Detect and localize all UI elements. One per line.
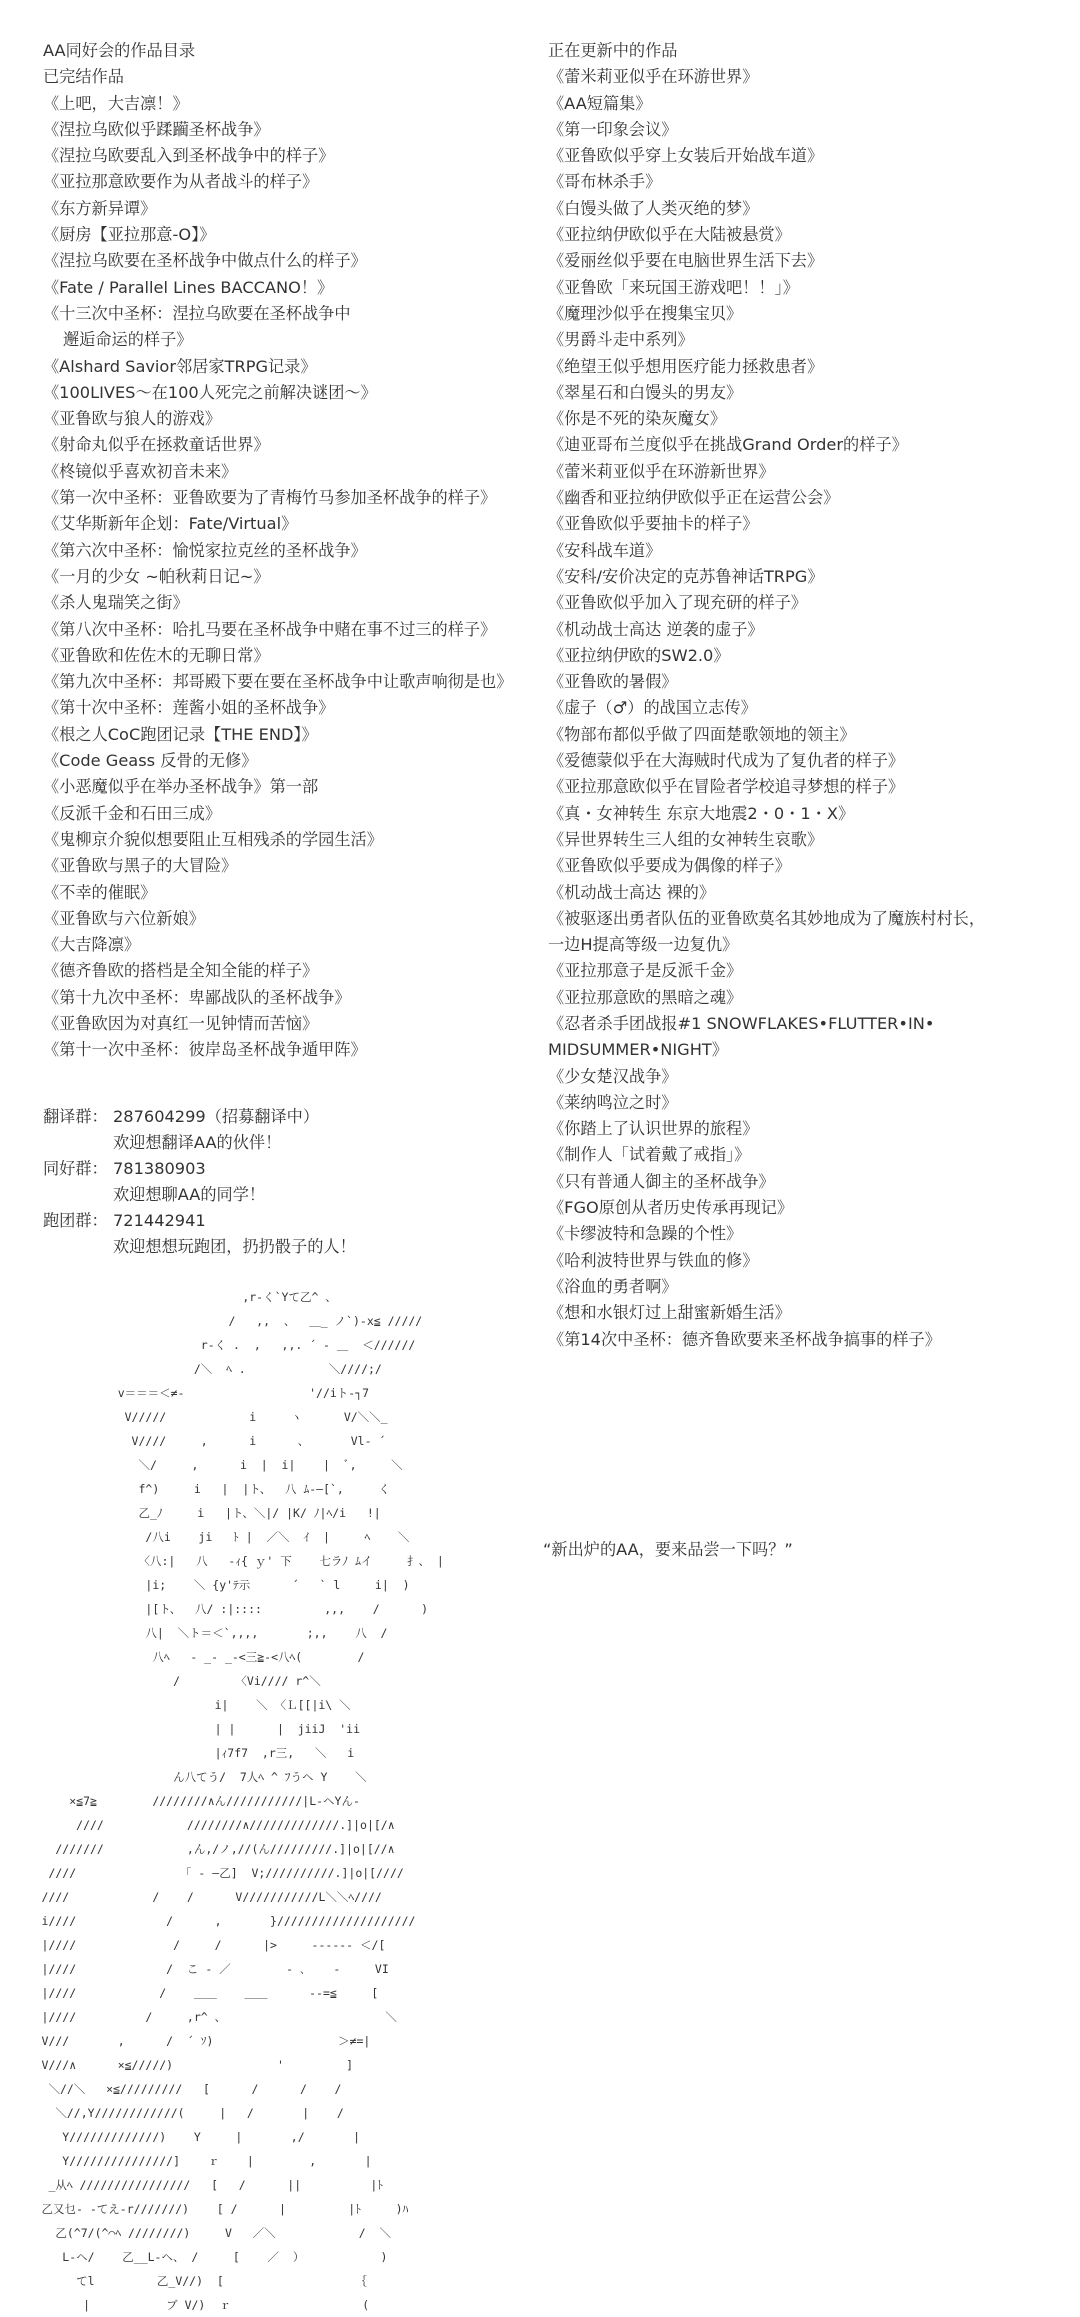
trpg-group-note: 欢迎想想玩跑团，扔扔骰子的人！ <box>113 1237 356 1256</box>
ongoing-item: 《亚鲁欧似乎要抽卡的样子》 <box>548 514 759 534</box>
ongoing-item: 《安科战车道》 <box>548 540 662 560</box>
ongoing-item: 《亚拉纳伊欧似乎在大陆被悬赏》 <box>548 225 791 245</box>
completed-item: 《艾华斯新年企划：Fate/Virtual》 <box>43 514 298 534</box>
ongoing-item: 《虚子（♂）的战国立志传》 <box>548 698 757 718</box>
ongoing-item: 《忍者杀手团战报#1 SNOWFLAKES•FLUTTER•IN• <box>548 1013 935 1033</box>
art-caption: “新出炉的AA，要来品尝一下吗？” <box>543 1540 793 1559</box>
ongoing-item: 《你是不死的染灰魔女》 <box>548 409 727 429</box>
completed-item: 《柊镜似乎喜欢初音未来》 <box>43 461 238 481</box>
ongoing-item: 《亚鲁欧似乎穿上女装后开始战车道》 <box>548 146 824 166</box>
ongoing-item: 《亚拉那意欧似乎在冒险者学校追寻梦想的样子》 <box>548 777 905 797</box>
completed-item: 《第八次中圣杯：哈扎马要在圣杯战争中赌在事不过三的样子》 <box>43 619 497 639</box>
completed-works-column <box>43 38 543 1064</box>
ascii-art-illustration: ,r‐く`Yて乙^ 、 / ,, 、 ＿_ ノ`)‐x≦ ///// r‐く . , ,,. ´ ‐ ＿ ＜////// /＼ ﾍ . ＼////;/ v＝＝＝＜≠- '//iト‐┐7 V///// i ヽ V/＼＼_ V//// , i 、 Vl‐ ´ ＼/ , i | i| | ﾞ, ＼ f^) i | |ト、 八 ﾑ-―[`, く 乙_ﾉ i |ト、＼|/ |K/ ﾉ|ﾍ/i !| /八i ji ﾄ | ／＼ ｲ | ﾍ ＼ 〈八:| 八 -ｨ{ ｙ' 下 七ラﾉ ﾑイ 扌、 | |i; ＼ {y'ﾃ示 ´ ` l i| ) |[ト、 八/ :|:::: ,,, / ) 八| ＼ト＝＜`,,,, ;,, 八 / 八ﾍ ‐ _‐ _‐<三≧‐<八ﾍ( / / 〈Vi//// r^＼ i| ＼ 〈Ｌ[[|i\ ＼ | | | jiiJ 'ii |ｨ7f7 ,r三, ＼ i ん八てう/ 7人ﾍ ^ ﾌうヘ Y ＼ ×≦7≧ ////////∧ん///////////|L‐ヘYん‐ //// ////////∧/////////////.]|o|[/∧ /////// ,ん,/ノ,//(ん/////////.]|o|[//∧ //// 「 ‐ ―乙] V;//////////.]|o|[//// //// / / V///////////L＼＼ﾍ//// i//// / , }//////////////////// |//// / / |> ‐‐‐‐‐‐ ＜/[ |//// / こ ‐ ／ ‐ ､ ‐ VI |//// / ＿＿ ＿＿ ‐‐=≦ [ |//// / ,r^ 、 ＼ V/// , / ´ ｿ) ＞≠=| V///∧ ×≦/////) ' ] ＼//＼ ×≦///////// [ / / / ＼//,Y////////////( | / | / Y/////////////) Y | ,/ | Y///////////////] ｒ | , | _从ﾍ //////////////// [ / || |ﾄ 乙又乜‐ ‐てえ‐r///////) [ / | |ﾄ )ﾊ 乙(^7/(^⌒ﾍ ////////) V ／＼ / ＼ L‐ヘ/ 乙__L‐へ、 / [ ／ ） ) てl 乙_V//) [ ｛ | ブ V/) ｒ ( <box>41 1290 444 2312</box>
completed-item: 《亚鲁欧因为对真红一见钟情而苦恼》 <box>43 1013 319 1033</box>
completed-item: 《第十一次中圣杯：彼岸岛圣杯战争遁甲阵》 <box>43 1040 367 1060</box>
completed-item: 《亚拉那意欧要作为从者战斗的样子》 <box>43 172 319 192</box>
ongoing-item: 《男爵斗走中系列》 <box>548 330 694 350</box>
completed-item: 《Fate / Parallel Lines BACCANO！》 <box>43 277 334 297</box>
ongoing-item: 《蕾米莉亚似乎在环游新世界》 <box>548 461 775 481</box>
completed-item: 《东方新异谭》 <box>43 198 157 218</box>
ongoing-item: 《真・女神转生 东京大地震2・0・1・X》 <box>548 803 855 823</box>
completed-item: 《Code Geass 反骨的无修》 <box>43 751 258 771</box>
translate-group-note: 欢迎想翻译AA的伙伴！ <box>113 1133 282 1152</box>
ongoing-item: 《亚鲁欧似乎加入了现充研的样子》 <box>548 593 807 613</box>
ongoing-item: 《白馒头做了人类灭绝的梦》 <box>548 198 759 218</box>
catalog-heading: AA同好会的作品目录 <box>43 41 196 60</box>
ongoing-item: 《想和水银灯过上甜蜜新婚生活》 <box>548 1303 791 1323</box>
completed-item: 《一月的少女 ~帕秋莉日记~》 <box>43 566 270 586</box>
completed-item: 《小恶魔似乎在举办圣杯战争》第一部 <box>43 777 319 797</box>
fan-group-note: 欢迎想聊AA的同学！ <box>113 1185 266 1204</box>
completed-item: 《亚鲁欧和佐佐木的无聊日常》 <box>43 645 270 665</box>
completed-item: 《德齐鲁欧的搭档是全知全能的样子》 <box>43 961 319 981</box>
translate-group-row <box>43 1104 523 1130</box>
ongoing-item: 《亚鲁欧似乎要成为偶像的样子》 <box>548 856 791 876</box>
ongoing-item: 《异世界转生三人组的女神转生哀歌》 <box>548 829 824 849</box>
ongoing-item: 《亚拉纳伊欧的SW2.0》 <box>548 645 730 665</box>
completed-item: 《100LIVES～在100人死完之前解决谜团～》 <box>43 382 377 402</box>
completed-item-continuation: 邂逅命运的样子》 <box>63 330 193 350</box>
ongoing-item: 《亚鲁欧「来玩国王游戏吧！！」》 <box>548 277 799 297</box>
ongoing-item: 《亚拉那意子是反派千金》 <box>548 961 743 981</box>
completed-heading: 已完结作品 <box>43 67 124 87</box>
trpg-group-number: 721442941 <box>113 1211 206 1230</box>
ongoing-item: 《翠星石和白馒头的男友》 <box>548 382 743 402</box>
ongoing-item: 《你踏上了认识世界的旅程》 <box>548 1119 759 1139</box>
ongoing-item: 《机动战士高达 逆袭的虚子》 <box>548 619 764 639</box>
completed-item: 《第九次中圣杯：邦哥殿下要在要在圣杯战争中让歌声响彻是也》 <box>43 672 513 692</box>
completed-item: 《上吧，大吉凛！》 <box>43 93 189 113</box>
completed-item: 《根之人CoC跑团记录【THE END】》 <box>43 724 318 744</box>
completed-item: 《第十次中圣杯：莲酱小姐的圣杯战争》 <box>43 698 335 718</box>
ongoing-item: 《只有普通人御主的圣杯战争》 <box>548 1171 775 1191</box>
ongoing-item: 《哥布林杀手》 <box>548 172 662 192</box>
completed-item: 《射命丸似乎在拯救童话世界》 <box>43 435 270 455</box>
translate-group-label: 翻译群： <box>43 1107 108 1126</box>
completed-item: 《不幸的催眠》 <box>43 882 157 902</box>
ongoing-item: 《制作人「试着戴了戒指」》 <box>548 1145 751 1165</box>
ongoing-item: 《FGO原创从者历史传承再现记》 <box>548 1198 794 1218</box>
contact-groups <box>43 1104 523 1260</box>
translate-group-number: 287604299（招募翻译中） <box>113 1107 320 1126</box>
ongoing-item: 《被驱逐出勇者队伍的亚鲁欧莫名其妙地成为了魔族村村长， <box>548 908 986 928</box>
ongoing-item-continuation: MIDSUMMER•NIGHT》 <box>548 1040 728 1060</box>
ongoing-item: 《哈利波特世界与铁血的修》 <box>548 1250 759 1270</box>
ongoing-item: 《亚拉那意欧的黑暗之魂》 <box>548 987 743 1007</box>
completed-item: 《第一次中圣杯：亚鲁欧要为了青梅竹马参加圣杯战争的样子》 <box>43 488 497 508</box>
ongoing-item: 《魔理沙似乎在搜集宝贝》 <box>548 303 743 323</box>
ongoing-item: 《迪亚哥布兰度似乎在挑战Grand Order的样子》 <box>548 435 908 455</box>
completed-item: 《涅拉乌欧似乎蹂躏圣杯战争》 <box>43 119 270 139</box>
ongoing-heading: 正在更新中的作品 <box>548 41 678 60</box>
ongoing-item: 《爱丽丝似乎要在电脑世界生活下去》 <box>548 251 824 271</box>
ongoing-item: 《第14次中圣杯：德齐鲁欧要来圣杯战争搞事的样子》 <box>548 1329 941 1349</box>
fan-group-row <box>43 1156 523 1182</box>
ongoing-item: 《幽香和亚拉纳伊欧似乎正在运营公会》 <box>548 488 840 508</box>
ongoing-item: 《蕾米莉亚似乎在环游世界》 <box>548 67 759 87</box>
ongoing-item: 《卡缪波特和急躁的个性》 <box>548 1224 743 1244</box>
completed-item: 《涅拉乌欧要乱入到圣杯战争中的样子》 <box>43 146 335 166</box>
completed-item: 《亚鲁欧与狼人的游戏》 <box>43 409 222 429</box>
fan-group-number: 781380903 <box>113 1159 206 1178</box>
ongoing-item: 《亚鲁欧的暑假》 <box>548 672 678 692</box>
completed-item: 《十三次中圣杯：涅拉乌欧要在圣杯战争中 <box>43 303 351 323</box>
completed-item: 《亚鲁欧与六位新娘》 <box>43 908 205 928</box>
completed-item: 《反派千金和石田三成》 <box>43 803 222 823</box>
ongoing-item: 《绝望王似乎想用医疗能力拯救患者》 <box>548 356 824 376</box>
completed-item: 《大吉降凛》 <box>43 935 141 955</box>
ongoing-item: 《安科/安价决定的克苏鲁神话TRPG》 <box>548 566 824 586</box>
ongoing-item: 《少女楚汉战争》 <box>548 1066 678 1086</box>
ongoing-item: 《莱纳鸣泣之时》 <box>548 1092 678 1112</box>
fan-group-label: 同好群： <box>43 1159 108 1178</box>
ongoing-works-column <box>548 38 1068 1353</box>
ongoing-item-continuation: 一边H提高等级一边复仇》 <box>548 935 739 955</box>
completed-item: 《杀人鬼瑞笑之街》 <box>43 593 189 613</box>
completed-item: 《第六次中圣杯：愉悦家拉克丝的圣杯战争》 <box>43 540 367 560</box>
trpg-group-row <box>43 1208 523 1234</box>
ongoing-item: 《AA短篇集》 <box>548 93 652 113</box>
completed-item: 《厨房【亚拉那意-O】》 <box>43 225 216 245</box>
trpg-group-label: 跑团群： <box>43 1211 108 1230</box>
completed-item: 《第十九次中圣杯：卑鄙战队的圣杯战争》 <box>43 987 351 1007</box>
ongoing-item: 《浴血的勇者啊》 <box>548 1276 678 1296</box>
completed-item: 《涅拉乌欧要在圣杯战争中做点什么的样子》 <box>43 251 367 271</box>
completed-item: 《鬼柳京介貌似想要阻止互相残杀的学园生活》 <box>43 829 383 849</box>
completed-item: 《Alshard Savior邻居家TRPG记录》 <box>43 356 317 376</box>
ongoing-item: 《第一印象会议》 <box>548 119 678 139</box>
ongoing-item: 《物部布都似乎做了四面楚歌领地的领主》 <box>548 724 856 744</box>
completed-item: 《亚鲁欧与黑子的大冒险》 <box>43 856 238 876</box>
ongoing-item: 《爱德蒙似乎在大海贼时代成为了复仇者的样子》 <box>548 751 905 771</box>
ongoing-item: 《机动战士高达 裸的》 <box>548 882 716 902</box>
